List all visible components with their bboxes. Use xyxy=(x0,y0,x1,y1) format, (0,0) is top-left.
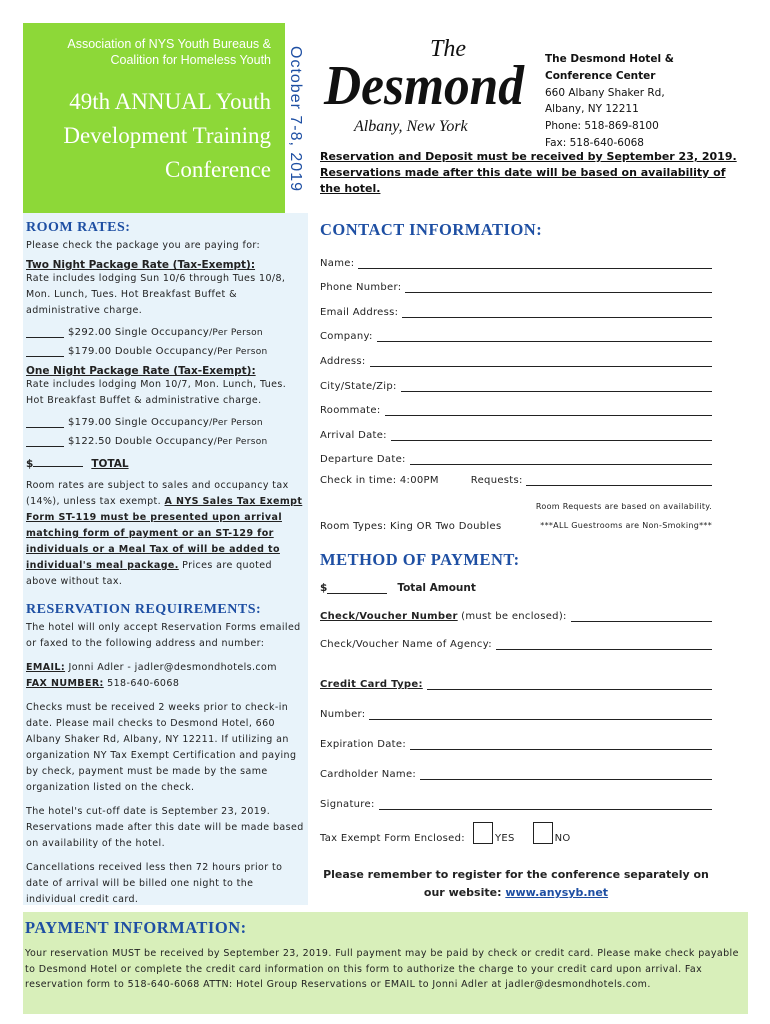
cardholder-name-field[interactable] xyxy=(420,770,712,780)
no-label: NO xyxy=(554,833,571,845)
signature-row: Signature: xyxy=(320,796,712,810)
room-types: Room Types: King OR Two Doubles xyxy=(320,521,502,533)
rate-two-night-single: $292.00 Single Occupancy/Per Person xyxy=(26,327,305,338)
contact-field-label: Departure Date: xyxy=(320,454,406,466)
hotel-street: 660 Albany Shaker Rd, xyxy=(545,86,665,99)
checks-policy: Checks must be received 2 weeks prior to check-in date. Please mail checks to Desmond Hotel, 660 Albany Shaker Rd, Albany, NY 12211. If utilizing an organization NY Tax Exempt Certification and paying by check, payment must be made by the same organization listed on the check. xyxy=(26,702,297,793)
contact-information-heading: CONTACT INFORMATION: xyxy=(320,220,543,239)
hotel-name-2: Conference Center xyxy=(545,69,656,82)
one-night-description: Rate includes lodging Mon 10/7, Mon. Lunch, Tues. Hot Breakfast Buffet & administrative charge. xyxy=(26,379,287,406)
agency-name-field[interactable] xyxy=(496,640,712,650)
contact-field-input[interactable] xyxy=(370,357,712,367)
hotel-city: Albany, NY 12211 xyxy=(545,103,639,116)
contact-field-input[interactable] xyxy=(405,283,712,293)
rate-one-night-single: $179.00 Single Occupancy/Per Person xyxy=(26,417,305,428)
tax-exempt-row: Tax Exempt Form Enclosed: YES NO xyxy=(320,822,712,844)
conference-dates: October 7-8, 2019 xyxy=(287,46,304,192)
contact-field-input[interactable] xyxy=(410,455,712,465)
hotel-phone: Phone: 518-869-8100 xyxy=(545,120,659,133)
checkin-time: Check in time: 4:00PM xyxy=(320,475,439,487)
contact-field-input[interactable] xyxy=(402,308,712,318)
checkin-requests-row xyxy=(320,475,712,486)
contact-field-row xyxy=(320,416,712,441)
requests-label: Requests: xyxy=(470,475,523,487)
reservation-fax: FAX NUMBER: 518-640-6068 xyxy=(26,678,180,689)
agency-row: Check/Voucher Name of Agency: xyxy=(320,636,712,650)
payment-information-text: Your reservation MUST be received by September 23, 2019. Full payment may be paid by check or credit card. Please make check payable to Desmond Hotel or complete the credit card information on this form to authorize the charge to your credit card upon arrival. Fax reservation form to 518-640-6068 ATTN: Hotel Group Reservations or EMAIL to Jonni Adler at jadler@desmondhotels.com. xyxy=(25,948,739,990)
contact-field-label: City/State/Zip: xyxy=(320,380,397,392)
contact-field-row xyxy=(320,318,712,343)
room-types-row xyxy=(320,521,712,532)
total-amount-line[interactable] xyxy=(33,457,83,467)
contact-field-label: Name: xyxy=(320,257,355,269)
room-rates-intro: Please check the package you are paying for: xyxy=(26,240,261,251)
contact-field-input[interactable] xyxy=(377,332,712,342)
contact-and-payment-column xyxy=(320,220,712,902)
contact-field-input[interactable] xyxy=(385,406,713,416)
rate-one-night-double: $122.50 Double Occupancy/Per Person xyxy=(26,436,305,447)
yes-checkbox[interactable] xyxy=(473,822,493,844)
rate-checkbox-line[interactable] xyxy=(26,437,64,447)
rate-checkbox-line[interactable] xyxy=(26,328,64,338)
contact-field-input[interactable] xyxy=(391,431,712,441)
no-checkbox[interactable] xyxy=(533,822,553,844)
reservation-email: EMAIL: Jonni Adler - jadler@desmondhotels.com xyxy=(26,662,277,673)
two-night-description: Rate includes lodging Sun 10/6 through Tues 10/8, Mon. Lunch, Tues. Hot Breakfast Buffet & administrative charge. xyxy=(26,273,286,316)
logo-the: The xyxy=(430,36,466,62)
contact-field-row xyxy=(320,441,712,466)
rate-two-night-double: $179.00 Double Occupancy/Per Person xyxy=(26,346,305,357)
payment-total-field[interactable] xyxy=(327,584,387,594)
contact-field-row xyxy=(320,269,712,294)
method-of-payment-heading: METHOD OF PAYMENT: xyxy=(320,550,520,570)
requests-note: Room Requests are based on availability. xyxy=(535,502,712,512)
contact-field-label: Email Address: xyxy=(320,306,399,318)
rate-checkbox-line[interactable] xyxy=(26,418,64,428)
reservation-intro: The hotel will only accept Reservation Forms emailed or faxed to the following address and number: xyxy=(26,622,301,649)
payment-information-heading: PAYMENT INFORMATION: xyxy=(25,918,247,937)
cardholder-row: Cardholder Name: xyxy=(320,766,712,780)
cutoff-policy: The hotel's cut-off date is September 23, 2019. Reservations made after this date will be made based on availability of the hotel. xyxy=(26,806,304,849)
payment-information-box xyxy=(23,912,748,1014)
desmond-logo xyxy=(322,32,532,137)
card-type-row: Credit Card Type: xyxy=(320,676,712,690)
contact-fields xyxy=(320,244,712,465)
contact-field-label: Address: xyxy=(320,355,366,367)
check-voucher-number-field[interactable] xyxy=(571,612,712,622)
contact-field-label: Phone Number: xyxy=(320,282,402,294)
contact-field-input[interactable] xyxy=(401,382,712,392)
card-type-field[interactable] xyxy=(427,680,712,690)
contact-field-input[interactable] xyxy=(358,259,712,269)
room-rates-panel xyxy=(23,213,308,905)
one-night-heading: One Night Package Rate (Tax-Exempt): xyxy=(26,365,256,377)
card-number-field[interactable] xyxy=(369,710,712,720)
contact-field-row xyxy=(320,392,712,417)
conference-banner xyxy=(23,23,285,213)
logo-location: Albany, New York xyxy=(354,118,468,135)
deposit-notice: Reservation and Deposit must be received by September 23, 2019. Reservations made after this date will be based on availability of the hotel. xyxy=(320,150,737,195)
expiration-row: Expiration Date: xyxy=(320,736,712,750)
rate-total: $ TOTAL xyxy=(26,458,129,470)
signature-field[interactable] xyxy=(379,800,712,810)
contact-field-label: Company: xyxy=(320,331,373,343)
website-link[interactable]: www.anysyb.net xyxy=(505,886,609,900)
contact-field-label: Roommate: xyxy=(320,405,381,417)
register-reminder: Please remember to register for the conference separately on our website: www.anysyb.net xyxy=(323,868,709,900)
contact-field-row xyxy=(320,342,712,367)
hotel-fax: Fax: 518-640-6068 xyxy=(545,136,644,149)
check-voucher-row: Check/Voucher Number (must be enclosed): xyxy=(320,608,712,622)
cancellation-policy: Cancellations received less then 72 hours prior to date of arrival will be billed one night to the individual credit card. xyxy=(26,862,283,905)
yes-label: YES xyxy=(494,833,515,845)
card-number-row: Number: xyxy=(320,706,712,720)
contact-field-row xyxy=(320,367,712,392)
contact-field-row xyxy=(320,244,712,269)
two-night-heading: Two Night Package Rate (Tax-Exempt): xyxy=(26,259,256,271)
room-rates-heading: ROOM RATES: xyxy=(26,220,131,235)
logo-name: Desmond xyxy=(323,55,525,117)
association-name: Association of NYS Youth Bureaus & Coalition for Homeless Youth xyxy=(67,37,271,67)
hotel-name: The Desmond Hotel & xyxy=(545,53,674,65)
tax-notice: Room rates are subject to sales and occupancy tax (14%), unless tax exempt. A NYS Sales Tax Exempt Form ST-119 must be presented upon arrival matching form of payment or an ST-129 for individuals or a Meal Tax of will be added to individual's meal package. Prices are quoted above without tax. xyxy=(26,480,303,587)
expiration-date-field[interactable] xyxy=(410,740,712,750)
non-smoking-note: ***ALL Guestrooms are Non-Smoking*** xyxy=(540,521,712,531)
payment-total-row: $ Total Amount xyxy=(320,582,476,595)
reservation-requirements-heading: RESERVATION REQUIREMENTS: xyxy=(26,602,262,617)
requests-field[interactable] xyxy=(526,476,712,486)
hotel-contact-info xyxy=(545,51,745,152)
contact-field-label: Arrival Date: xyxy=(320,429,387,441)
conference-title: 49th ANNUAL Youth Development Training Conference xyxy=(63,89,271,182)
contact-field-row xyxy=(320,293,712,318)
rate-checkbox-line[interactable] xyxy=(26,347,64,357)
